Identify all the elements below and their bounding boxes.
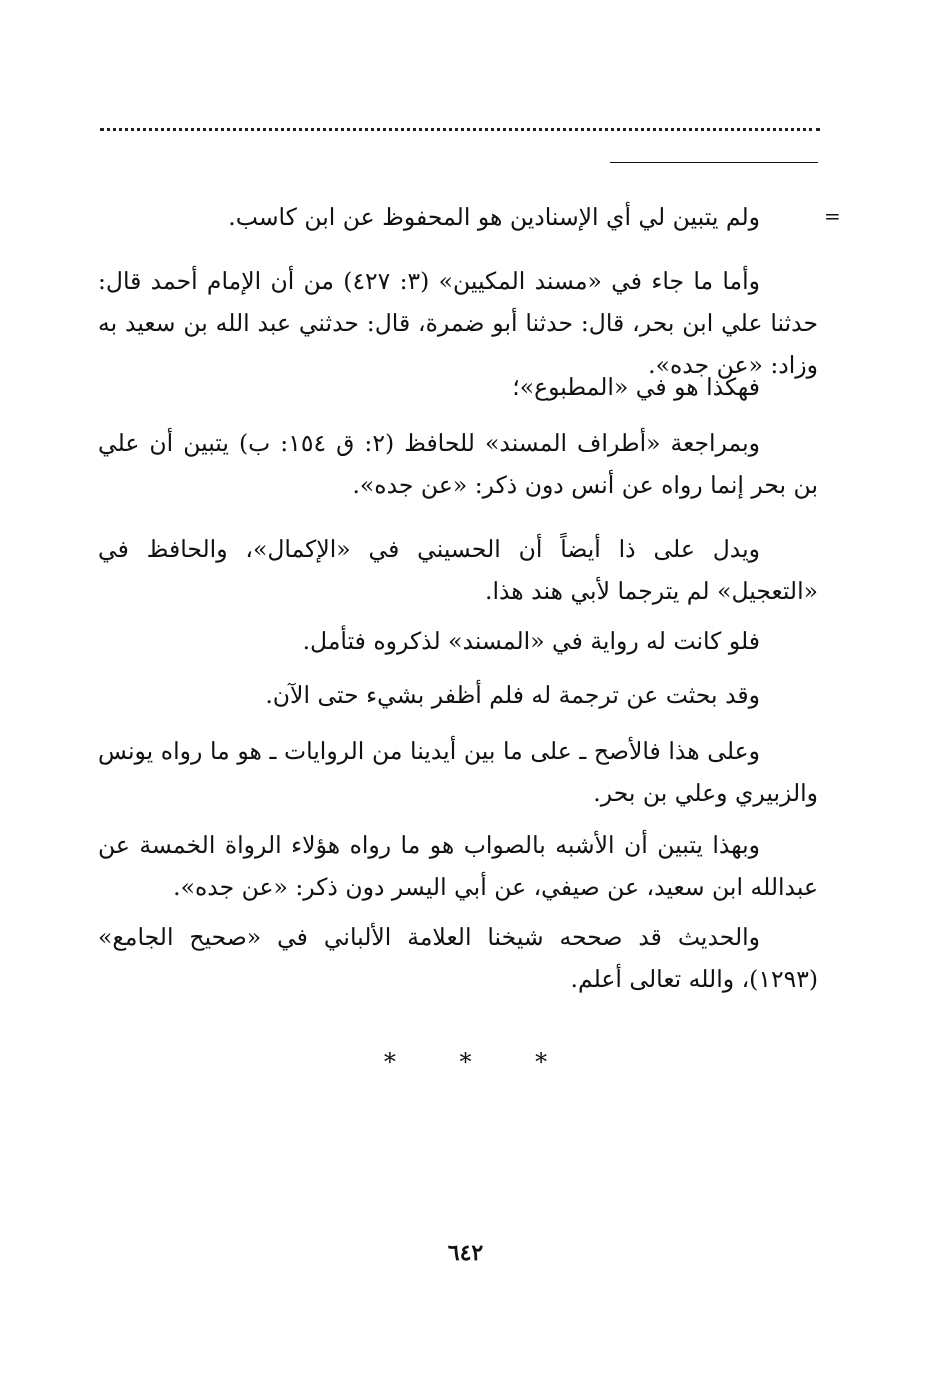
paragraph-1: ولم يتبين لي أي الإسنادين هو المحفوظ عن ابن كاسب. xyxy=(228,203,760,231)
continuation-mark: = xyxy=(824,204,841,228)
separator-asterisk: * xyxy=(459,1048,472,1076)
paragraph-5: ويدل على ذا أيضاً أن الحسيني في «الإكمال»، والحافظ في «التعجيل» لم يترجما لأبي هند هذا. xyxy=(98,535,818,605)
paragraph-4: وبمراجعة «أطراف المسند» للحافظ (٢: ق ١٥٤: ب) يتبين أن علي بن بحر إنما رواه عن أنس دون ذكر: «عن جده». xyxy=(98,429,818,499)
paragraph-2: وأما ما جاء في «مسند المكيين» (٣: ٤٢٧) من أن الإمام أحمد قال: حدثنا علي ابن بحر، قال: حدثنا أبو ضمرة، قال: حدثني عبد الله بن سعيد به وزاد: «عن جده». xyxy=(98,267,818,379)
paragraph-8: وعلى هذا فالأصح ـ على ما بين أيدينا من الروايات ـ هو ما رواه يونس والزبيري وعلي بن بحر. xyxy=(98,737,818,807)
paragraph-3: فهكذا هو في «المطبوع»؛ xyxy=(512,373,760,401)
separator-asterisk: * xyxy=(383,1048,396,1076)
paragraph-10: والحديث قد صححه شيخنا العلامة الألباني في «صحيح الجامع» (١٢٩٣)، والله تعالى أعلم. xyxy=(98,923,818,993)
section-separator xyxy=(0,1048,931,1076)
paragraph-6: فلو كانت له رواية في «المسند» لذكروه فتأمل. xyxy=(302,627,760,655)
separator-asterisk: * xyxy=(535,1048,548,1076)
paragraph-7: وقد بحثت عن ترجمة له فلم أظفر بشيء حتى الآن. xyxy=(265,681,760,709)
footnote-separator-rule xyxy=(610,162,818,163)
page-number: ٦٤٢ xyxy=(447,1240,484,1266)
paragraph-9: وبهذا يتبين أن الأشبه بالصواب هو ما رواه هؤلاء الرواة الخمسة عن عبدالله ابن سعيد، عن صيفي، عن أبي اليسر دون ذكر: «عن جده». xyxy=(98,831,818,901)
header-dotted-rule xyxy=(100,128,820,131)
